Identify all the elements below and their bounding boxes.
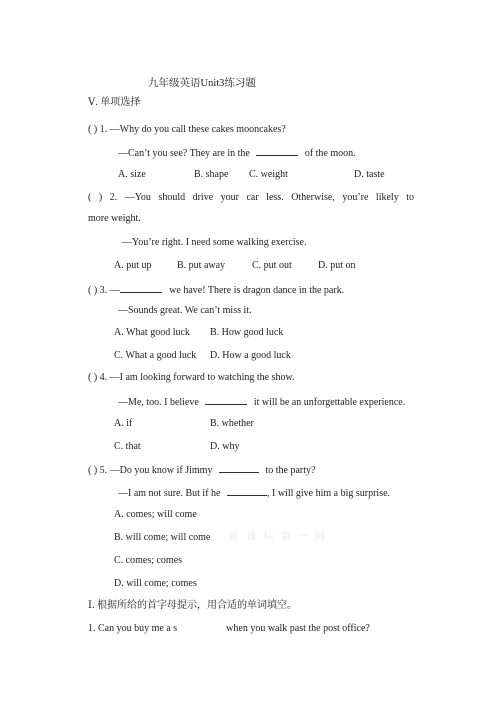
- q1-option-b: B. shape: [194, 169, 229, 180]
- q2-option-b: B. put away: [177, 260, 226, 271]
- q5-blank-2: [227, 486, 267, 496]
- q1-reply-text-b: of the moon.: [304, 148, 356, 159]
- q2-word: drive: [192, 192, 214, 203]
- q2-word: ): [98, 192, 103, 203]
- q5-reply-text-a: —I am not sure. But if he: [118, 488, 221, 499]
- q4-reply: [118, 395, 405, 409]
- fill-question-1: [88, 623, 370, 635]
- q3-stem-text-b: we have! There is dragon dance in the park.: [169, 285, 345, 296]
- q5-option-a: A. comes; will come: [114, 509, 197, 520]
- q3-option-d: D. How a good luck: [210, 350, 291, 361]
- q5-stem-text-a: ( ) 5. —Do you know if Jimmy: [88, 465, 213, 476]
- watermark-text: 新 课 标 第 一 网: [229, 532, 327, 543]
- q3-option-c: C. What a good luck: [114, 350, 197, 361]
- q1-option-d: D. taste: [354, 169, 385, 180]
- q1-stem: ( ) 1. —Why do you call these cakes mooncakes?: [88, 124, 286, 135]
- fill1-text-b: when you walk past the post office?: [226, 623, 370, 634]
- q2-word: (: [88, 192, 92, 203]
- q2-reply: —You’re right. I need some walking exercise.: [122, 237, 307, 248]
- q5-blank-1: [219, 463, 259, 473]
- q1-option-a: A. size: [118, 169, 146, 180]
- q2-word: to: [406, 192, 414, 203]
- q1-blank: [256, 146, 298, 156]
- q5-option-b: B. will come; will come: [114, 532, 211, 543]
- q4-stem: ( ) 4. —I am looking forward to watching the show.: [88, 372, 295, 383]
- q2-option-d: D. put on: [318, 260, 356, 271]
- q5-stem: [88, 463, 315, 477]
- q2-word: car: [246, 192, 259, 203]
- fill1-text-a: 1. Can you buy me a s: [88, 623, 178, 634]
- q3-stem: [88, 283, 344, 297]
- q2-word: —You: [124, 192, 151, 203]
- page-title: 九年级英语Unit3练习题: [148, 78, 256, 89]
- q5-option-d: D. will come; comes: [114, 578, 197, 589]
- q2-word: less.: [266, 192, 284, 203]
- q4-option-b: B. whether: [210, 418, 254, 429]
- q2-option-c: C. put out: [252, 260, 292, 271]
- q4-reply-text-a: —Me, too. I believe: [118, 397, 199, 408]
- section-heading-v: Ⅴ. 单项选择: [88, 97, 141, 108]
- q4-option-d: D. why: [210, 441, 240, 452]
- q1-option-c: C. weight: [249, 169, 288, 180]
- q3-stem-text-a: ( ) 3. —: [88, 285, 120, 296]
- q3-reply: —Sounds great. We can’t miss it.: [118, 305, 252, 316]
- q3-option-a: A. What good luck: [114, 327, 190, 338]
- q5-stem-text-b: to the party?: [265, 465, 316, 476]
- q4-reply-text-b: it will be an unforgettable experience.: [253, 397, 406, 408]
- q3-blank: [120, 283, 162, 293]
- q2-word: 2.: [109, 192, 118, 203]
- q2-stem: [88, 192, 414, 204]
- section-heading-i: Ⅰ. 根据所给的首字母提示，用合适的单词填空。: [88, 600, 297, 611]
- q1-reply: [118, 146, 356, 160]
- q5-reply: [118, 486, 390, 500]
- q2-stem-continued: more weight.: [88, 213, 141, 224]
- q3-option-b: B. How good luck: [210, 327, 284, 338]
- q2-word: you’re: [342, 192, 369, 203]
- q2-word: should: [158, 192, 186, 203]
- q4-option-a: A. if: [114, 418, 133, 429]
- q5-option-c: C. comes; comes: [114, 555, 183, 566]
- q2-word: your: [220, 192, 239, 203]
- q2-option-a: A. put up: [114, 260, 152, 271]
- q5-reply-text-b: , I will give him a big surprise.: [266, 488, 391, 499]
- q2-word: likely: [375, 192, 399, 203]
- q4-option-c: C. that: [114, 441, 141, 452]
- q1-reply-text-a: —Can’t you see? They are in the: [118, 148, 250, 159]
- q4-blank: [205, 395, 247, 405]
- q2-word: Otherwise,: [291, 192, 335, 203]
